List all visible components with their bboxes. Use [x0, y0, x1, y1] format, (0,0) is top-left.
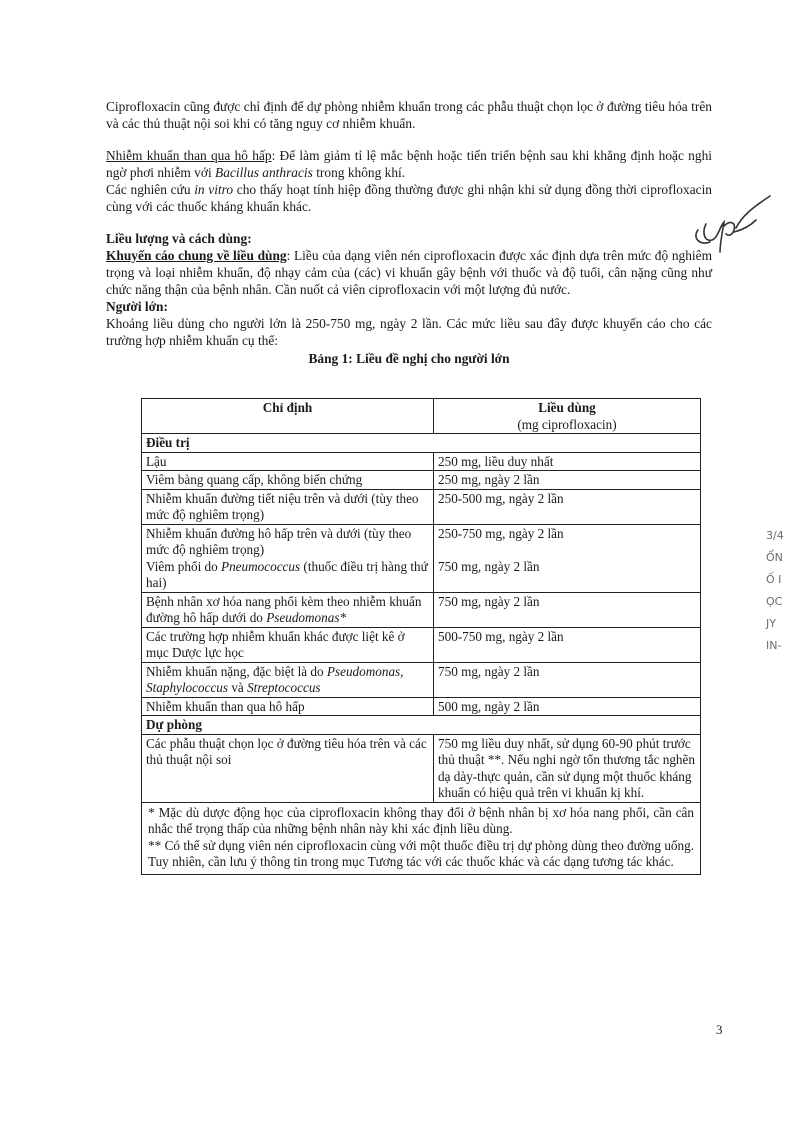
table-row: Nhiễm khuẩn đường tiết niệu trên và dưới (tùy theo mức độ nghiêm trọng) 250-500 mg, ngày 2 lần	[142, 489, 701, 524]
page-number: 3	[716, 1022, 723, 1037]
table-row: Lậu 250 mg, liều duy nhất	[142, 452, 701, 471]
table-row: Bệnh nhân xơ hóa nang phổi kèm theo nhiễm khuẩn đường hô hấp dưới do Pseudomonas* 750 mg, ngày 2 lần	[142, 592, 701, 627]
table-header-row	[142, 399, 701, 434]
table-row: Nhiễm khuẩn nặng, đặc biệt là do Pseudomonas, Staphylococcus và Streptococcus 750 mg, ngày 2 lần	[142, 662, 701, 697]
document-body	[106, 98, 712, 367]
section-prophylaxis-row: Dự phòng	[142, 716, 701, 735]
table-row: Nhiễm khuẩn đường hô hấp trên và dưới (tùy theo mức độ nghiêm trọng) Viêm phổi do Pneumococcus (thuốc điều trị hàng thứ hai) 250-750 mg, ngày 2 lần 750 mg, ngày 2 lần	[142, 524, 701, 592]
header-indication: Chỉ định	[142, 399, 434, 434]
edge-stamp-fragments: 3/4 ỔN Ố I ỌC JY IN-	[766, 529, 784, 652]
table-row: Các trường hợp nhiễm khuẩn khác được liệt kê ở mục Dược lực học 500-750 mg, ngày 2 lần	[142, 627, 701, 662]
prophylaxis-paragraph: Ciprofloxacin cũng được chỉ định để dự phòng nhiễm khuẩn trong các phẫu thuật chọn lọc ở đường tiêu hóa trên và các thủ thuật nội soi khi có tăng nguy cơ nhiễm khuẩn.	[106, 99, 712, 131]
header-dose: Liều dùng (mg ciprofloxacin)	[434, 399, 701, 434]
adult-paragraph: Khoảng liều dùng cho người lớn là 250-750 mg, ngày 2 lần. Các mức liều sau đây được khuyến cáo cho các trường hợp nhiễm khuẩn cụ thể:	[106, 316, 712, 348]
table-row: Nhiễm khuẩn than qua hô hấp 500 mg, ngày 2 lần	[142, 697, 701, 716]
table-footnotes	[142, 802, 701, 874]
general-dosage-label: Khuyến cáo chung về liều dùng	[106, 248, 287, 263]
invitro-paragraph: Các nghiên cứu in vitro cho thấy hoạt tính hiệp đồng thường được ghi nhận khi sử dụng đồng thời ciprofloxacin cùng với các thuốc kháng khuẩn khác.	[106, 182, 712, 214]
section-treatment-row: Điều trị	[142, 434, 701, 453]
footnote-2: ** Có thể sử dụng viên nén ciprofloxacin cùng với một thuốc điều trị dự phòng dùng theo đường uống. Tuy nhiên, cần lưu ý thông tin trong mục Tương tác với các thuốc khác và các dạng tương tác khác.	[148, 837, 694, 869]
table-caption: Bảng 1: Liều đề nghị cho người lớn	[308, 351, 510, 366]
anthrax-label: Nhiễm khuẩn than qua hô hấp	[106, 148, 272, 163]
general-dosage-paragraph: Khuyến cáo chung về liều dùng: Liều của dạng viên nén ciprofloxacin được xác định dựa trên mức độ nghiêm trọng và loại nhiễm khuẩn, độ nhạy cảm của (các) vi khuẩn gây bệnh với thuốc và độ tuổi, cân nặng cũng như chức năng thận của bệnh nhân. Cần nuốt cả viên ciprofloxacin với một lượng đủ nước.	[106, 248, 712, 297]
adult-heading: Người lớn:	[106, 299, 168, 314]
table-row: Các phẫu thuật chọn lọc ở đường tiêu hóa trên và các thủ thuật nội soi 750 mg liều duy nhất, sử dụng 60-90 phút trước thủ thuật **. Nếu nghi ngờ tổn thương tắc nghẽn dạ dày-thực quản, cần sử dụng một thuốc kháng khuẩn có hiệu quả trên vi khuẩn kị khí.	[142, 734, 701, 802]
dosage-table	[141, 398, 701, 875]
table-row: Viêm bàng quang cấp, không biến chứng 250 mg, ngày 2 lần	[142, 471, 701, 490]
dosage-heading: Liều lượng và cách dùng:	[106, 231, 252, 246]
anthrax-paragraph: Nhiễm khuẩn than qua hô hấp: Để làm giảm tỉ lệ mắc bệnh hoặc tiến triển bệnh sau khi khẳng định hoặc nghi ngờ phơi nhiễm với Bacillus anthracis trong không khí.	[106, 148, 712, 180]
bacillus-name: Bacillus anthracis	[215, 165, 313, 180]
handwritten-signature	[690, 186, 780, 256]
footnote-1: * Mặc dù dược động học của ciprofloxacin không thay đổi ở bệnh nhân bị xơ hóa nang phổi, cần cân nhắc thể trọng thấp của những bệnh nhân này khi xác định liều dùng.	[148, 804, 694, 836]
